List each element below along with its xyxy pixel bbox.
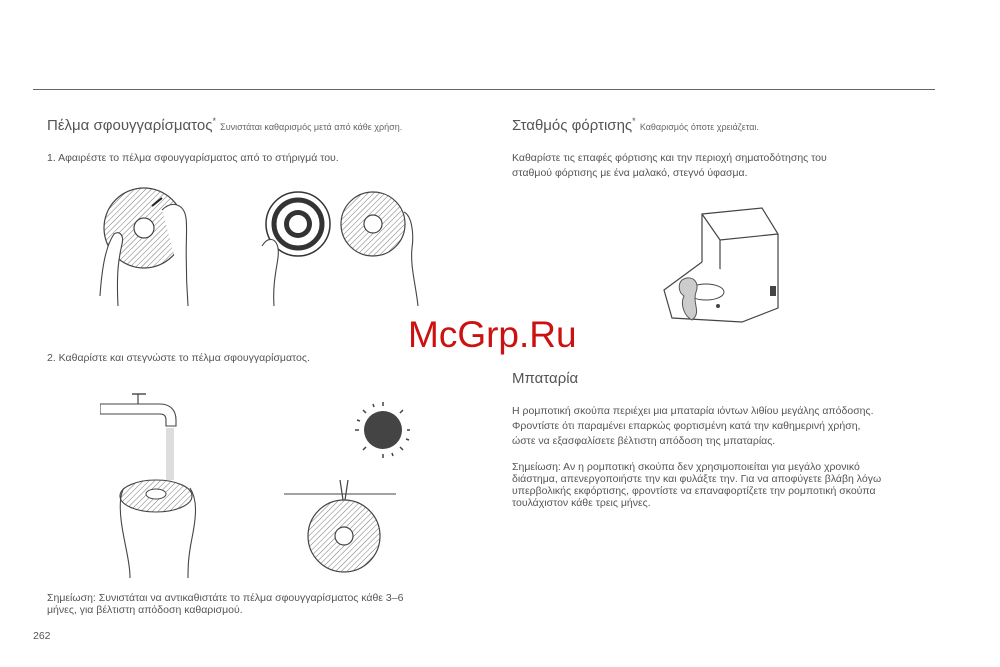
dock-paragraph-line-1: Καθαρίστε τις επαφές φόρτισης και την περιοχή σηματοδότησης του (512, 152, 827, 164)
mop-note-line-1: Σημείωση: Συνιστάται να αντικαθιστάτε το πέλμα σφουγγαρίσματος κάθε 3–6 (47, 592, 404, 604)
footnote-mark: * (212, 116, 216, 126)
mop-pad-heading (47, 116, 402, 134)
mop-step-1: 1. Αφαιρέστε το πέλμα σφουγγαρίσματος από το στήριγμά του. (47, 152, 339, 164)
charging-dock-illustration (662, 200, 792, 325)
battery-note (512, 461, 881, 509)
remove-mop-pad-illustration (92, 186, 452, 311)
footnote-mark-2: * (632, 116, 636, 126)
wash-dry-illustration (100, 388, 410, 578)
battery-paragraph-line-2: Φροντίστε ότι παραμένει επαρκώς φορτισμένη κατά την καθημερινή χρήση, (512, 420, 861, 432)
battery-heading: Μπαταρία (512, 370, 579, 387)
battery-note-line-3: υπερβολικής εκφόρτισης, φροντίστε να επαναφορτίζετε την ρομποτική σκούπα (512, 485, 876, 497)
battery-note-line-1: Σημείωση: Αν η ρομποτική σκούπα δεν χρησιμοποιείται για μεγάλο χρονικό (512, 461, 860, 473)
page-number: 262 (33, 630, 51, 642)
battery-paragraph (512, 404, 874, 449)
top-rule (33, 89, 935, 90)
battery-note-line-2: διάστημα, απενεργοποιήστε την και φυλάξτε την. Για να αποφύγετε βλάβη λόγω (512, 473, 882, 485)
mop-note-line-2: μήνες, για βέλτιστη απόδοση καθαρισμού. (47, 604, 243, 616)
mop-pad-title: Πέλμα σφουγγαρίσματος (47, 117, 213, 134)
dock-paragraph (512, 151, 827, 181)
dock-paragraph-line-2: σταθμού φόρτισης με ένα μαλακό, στεγνό ύφασμα. (512, 167, 748, 179)
dock-heading-note: Καθαρισμός όποτε χρειάζεται. (639, 122, 759, 132)
dock-heading (512, 116, 759, 134)
mop-note (47, 592, 403, 616)
battery-paragraph-line-3: ώστε να εξασφαλίσετε βέλτιστη απόδοση της μπαταρίας. (512, 435, 776, 447)
dock-title: Σταθμός φόρτισης (512, 117, 633, 134)
mop-pad-heading-note: Συνιστάται καθαρισμός μετά από κάθε χρήση. (220, 122, 403, 132)
battery-note-line-4: τουλάχιστον κάθε τρεις μήνες. (512, 497, 651, 509)
mop-step-2: 2. Καθαρίστε και στεγνώστε το πέλμα σφουγγαρίσματος. (47, 352, 310, 364)
battery-paragraph-line-1: Η ρομποτική σκούπα περιέχει μια μπαταρία ιόντων λιθίου μεγάλης απόδοσης. (512, 405, 874, 417)
watermark: McGrp.Ru (408, 314, 577, 355)
